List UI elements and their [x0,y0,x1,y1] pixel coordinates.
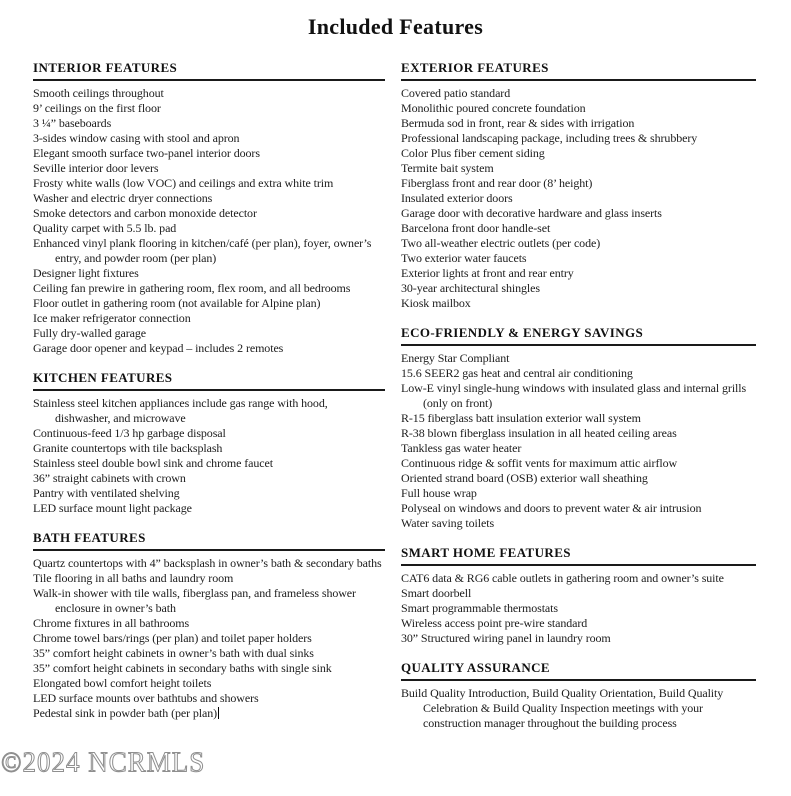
section [33,60,385,356]
feature-item: CAT6 data & RG6 cable outlets in gathering room and owner’s suite [401,571,724,585]
feature-item: Continuous-feed 1/3 hp garbage disposal [33,426,226,440]
feature-item: Seville interior door levers [33,161,159,175]
feature-item: Kiosk mailbox [401,296,471,310]
feature-item: Polyseal on windows and doors to prevent water & air intrusion [401,501,702,515]
feature-item: Quartz countertops with 4” backsplash in owner’s bath & secondary baths [33,556,382,570]
feature-item: Frosty white walls (low VOC) and ceilings and extra white trim [33,176,334,190]
feature-item: Tile flooring in all baths and laundry room [33,571,234,585]
feature-item: Termite bait system [401,161,494,175]
feature-item: 35” comfort height cabinets in owner’s bath with dual sinks [33,646,314,660]
feature-item: Stainless steel double bowl sink and chrome faucet [33,456,273,470]
feature-item: 35” comfort height cabinets in secondary baths with single sink [33,661,332,675]
feature-item: Washer and electric dryer connections [33,191,213,205]
section [33,370,385,516]
feature-item: Smooth ceilings throughout [33,86,164,100]
section [401,545,756,646]
feature-item: LED surface mounts over bathtubs and showers [33,691,259,705]
feature-item: Low-E vinyl single-hung windows with insulated glass and internal grills (only on front) [401,381,747,410]
feature-item: Smart doorbell [401,586,472,600]
section-heading: INTERIOR FEATURES [33,60,385,81]
feature-item: Ceiling fan prewire in gathering room, flex room, and all bedrooms [33,281,351,295]
feature-item: Enhanced vinyl plank flooring in kitchen/café (per plan), foyer, owner’s entry, and powder room (per plan) [33,236,372,265]
feature-item: Two exterior water faucets [401,251,527,265]
feature-item: Smart programmable thermostats [401,601,558,615]
feature-item: Chrome fixtures in all bathrooms [33,616,190,630]
section-heading: EXTERIOR FEATURES [401,60,756,81]
feature-item: Monolithic poured concrete foundation [401,101,586,115]
feature-item: Insulated exterior doors [401,191,513,205]
section [401,660,756,731]
feature-item: Designer light fixtures [33,266,139,280]
feature-item: R-15 fiberglass batt insulation exterior wall system [401,411,641,425]
feature-item: Color Plus fiber cement siding [401,146,545,160]
feature-item: Garage door opener and keypad – includes 2 remotes [33,341,284,355]
feature-item: Tankless gas water heater [401,441,522,455]
feature-item: Exterior lights at front and rear entry [401,266,574,280]
feature-item: Ice maker refrigerator connection [33,311,191,325]
feature-item: 36” straight cabinets with crown [33,471,186,485]
feature-item: Full house wrap [401,486,477,500]
feature-item: Wireless access point pre-wire standard [401,616,588,630]
feature-item: Granite countertops with tile backsplash [33,441,223,455]
feature-item: Continuous ridge & soffit vents for maximum attic airflow [401,456,678,470]
feature-item: Bermuda sod in front, rear & sides with irrigation [401,116,635,130]
section [401,325,756,531]
feature-item: 9’ ceilings on the first floor [33,101,161,115]
feature-item: Floor outlet in gathering room (not available for Alpine plan) [33,296,321,310]
left-column [33,60,385,745]
section-heading: SMART HOME FEATURES [401,545,756,566]
feature-item: 30-year architectural shingles [401,281,540,295]
section [401,60,756,311]
feature-item: Elegant smooth surface two-panel interior doors [33,146,260,160]
page-title: Included Features [307,14,484,39]
feature-item: Elongated bowl comfort height toilets [33,676,212,690]
feature-item: Smoke detectors and carbon monoxide detector [33,206,257,220]
feature-item: Barcelona front door handle-set [401,221,551,235]
feature-item: Two all-weather electric outlets (per code) [401,236,601,250]
feature-item: Fully dry-walled garage [33,326,146,340]
feature-item: R-38 blown fiberglass insulation in all heated ceiling areas [401,426,677,440]
feature-item: Oriented strand board (OSB) exterior wall sheathing [401,471,648,485]
feature-item: Fiberglass front and rear door (8’ height) [401,176,593,190]
feature-item: Pantry with ventilated shelving [33,486,180,500]
section-heading: BATH FEATURES [33,530,385,551]
feature-item: 30” Structured wiring panel in laundry room [401,631,611,645]
feature-item: Garage door with decorative hardware and glass inserts [401,206,662,220]
section-heading: QUALITY ASSURANCE [401,660,756,681]
section-heading: KITCHEN FEATURES [33,370,385,391]
feature-item: Quality carpet with 5.5 lb. pad [33,221,177,235]
feature-item: Water saving toilets [401,516,495,530]
watermark: ©2024 NCRMLS [1,746,206,778]
feature-item: Energy Star Compliant [401,351,510,365]
feature-item: Stainless steel kitchen appliances include gas range with hood, dishwasher, and microwave [33,396,328,425]
feature-item: LED surface mount light package [33,501,192,515]
feature-item: 3-sides window casing with stool and apron [33,131,240,145]
feature-item: 3 ¼” baseboards [33,116,112,130]
text-cursor [218,707,219,719]
feature-item: Pedestal sink in powder bath (per plan) [33,706,218,720]
feature-columns [33,60,756,745]
feature-item: 15.6 SEER2 gas heat and central air conditioning [401,366,633,380]
feature-item: Professional landscaping package, including trees & shrubbery [401,131,698,145]
feature-item: Walk-in shower with tile walls, fiberglass pan, and frameless shower enclosure in owner’s bath [33,586,356,615]
feature-item: Chrome towel bars/rings (per plan) and toilet paper holders [33,631,312,645]
feature-item: Build Quality Introduction, Build Quality Orientation, Build Quality Celebration & Build Quality Inspection meetings with your construction manager throughout the building process [401,686,724,730]
feature-item: Covered patio standard [401,86,511,100]
right-column [401,60,756,745]
section-heading: ECO-FRIENDLY & ENERGY SAVINGS [401,325,756,346]
section [33,530,385,721]
